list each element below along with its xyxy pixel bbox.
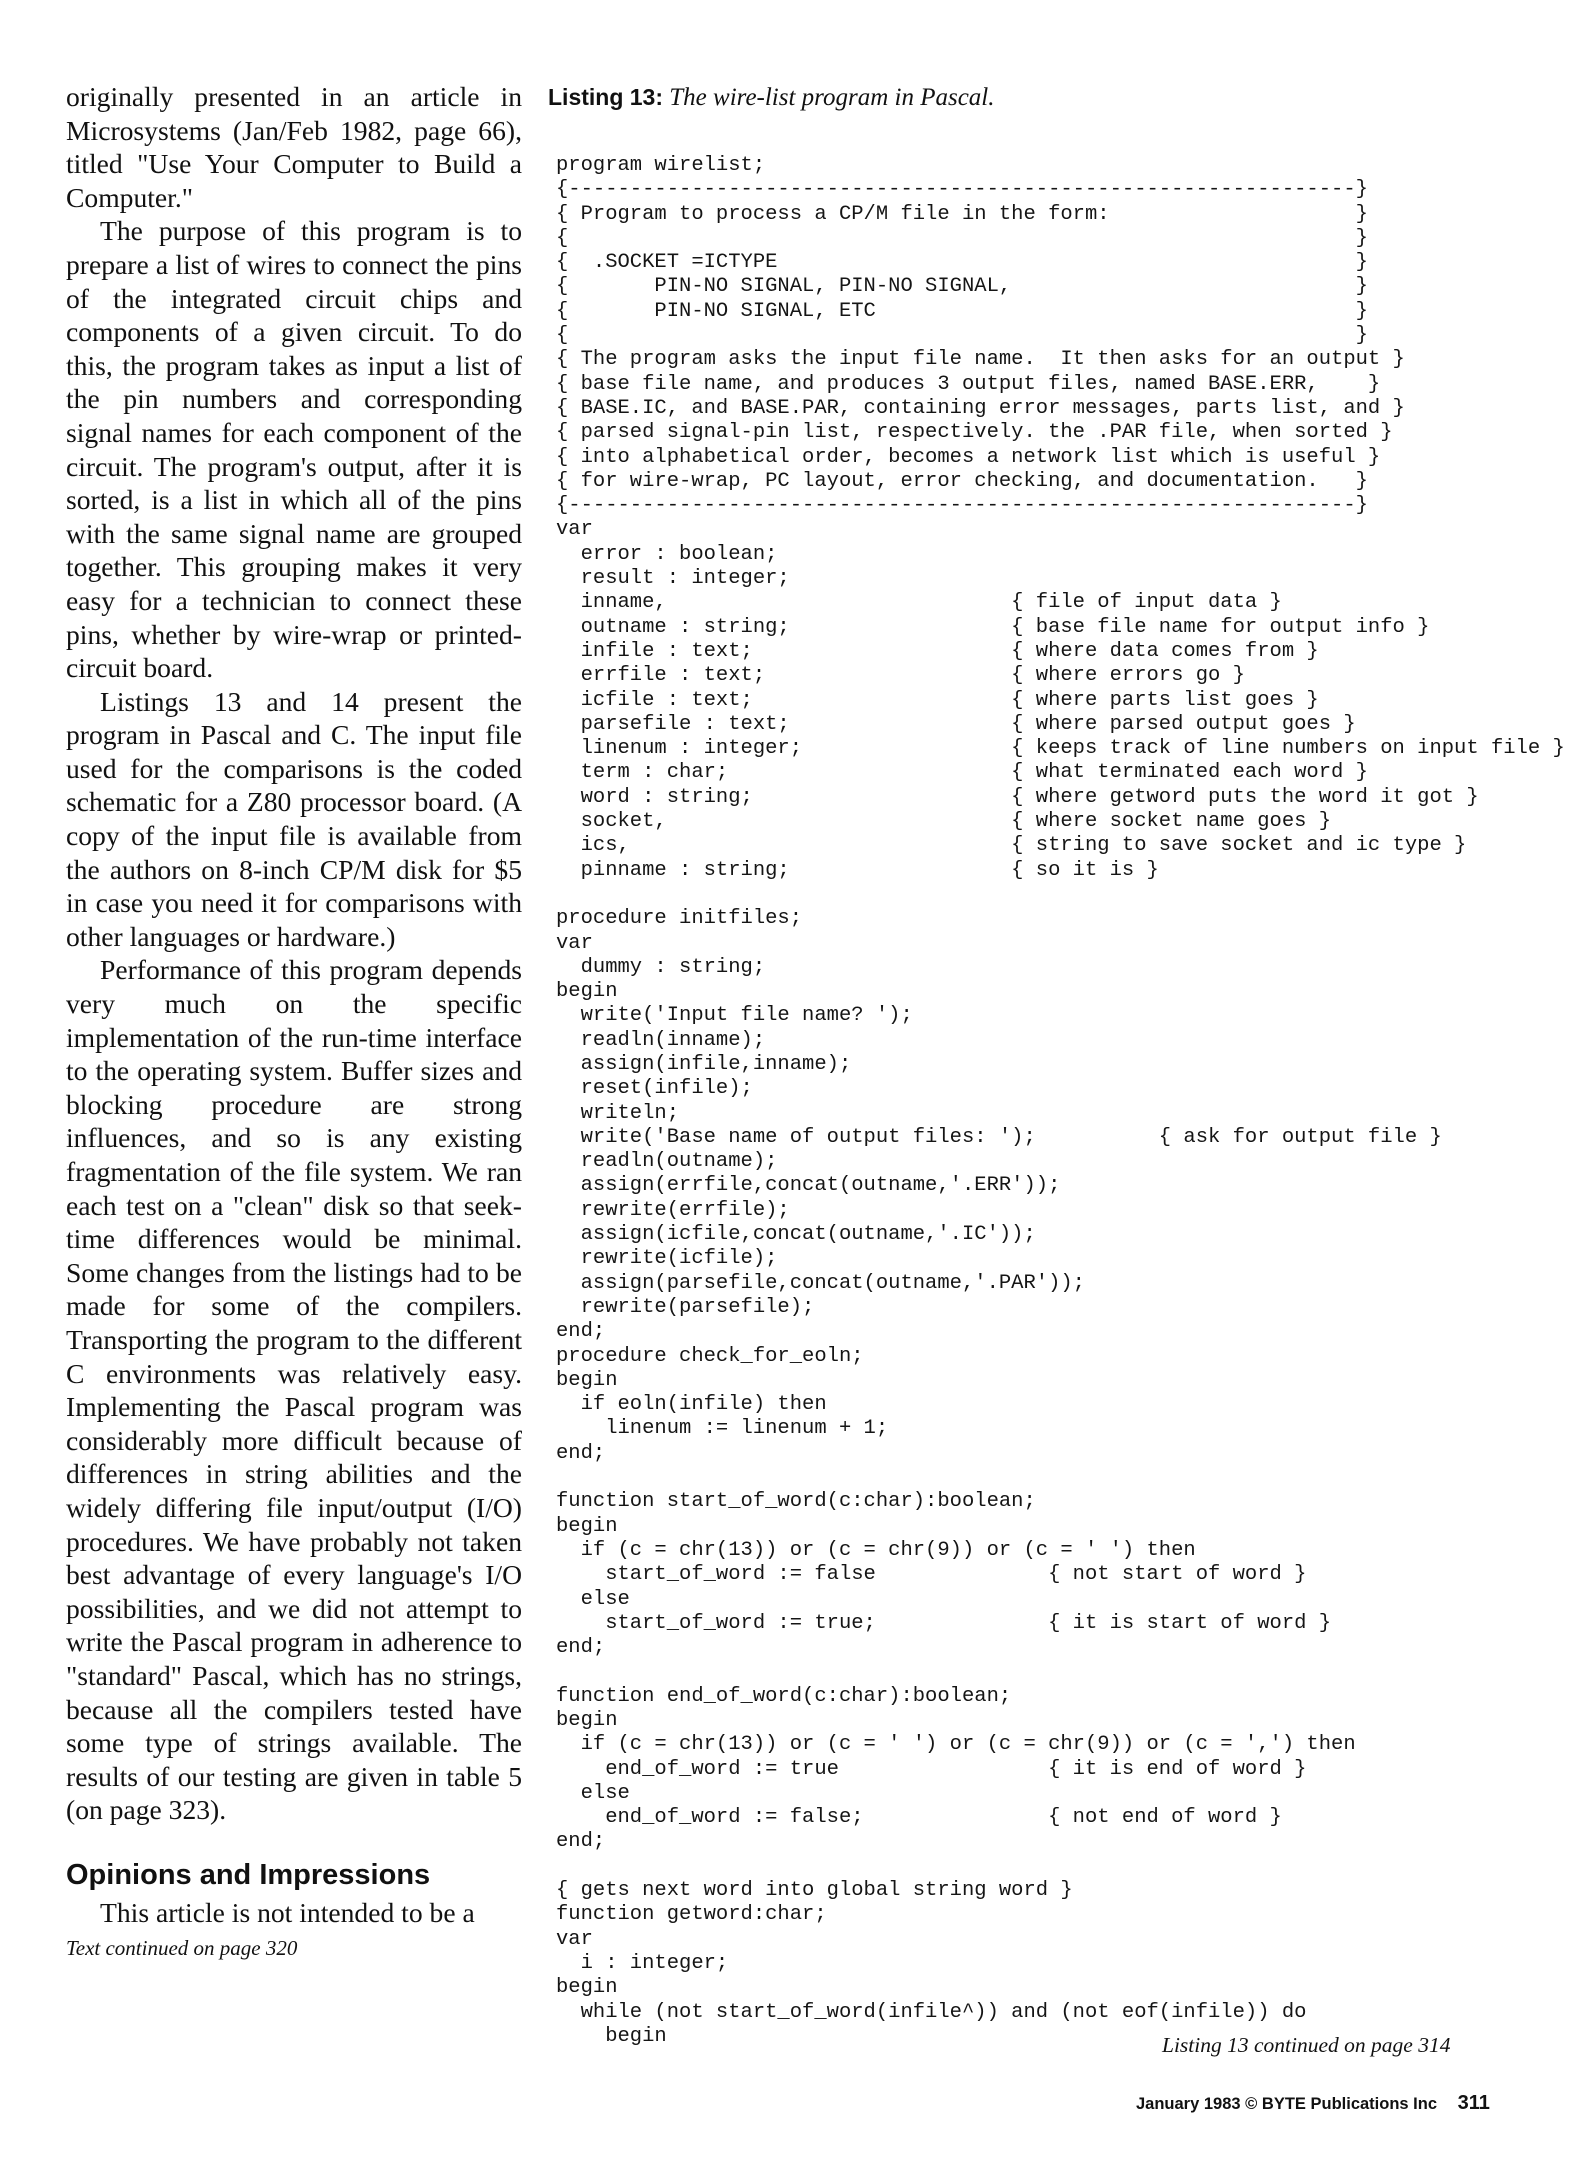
- code-line: writeln;: [556, 1101, 680, 1125]
- listing-caption: [548, 84, 995, 112]
- code-line: end;: [556, 1320, 606, 1344]
- code-line: { into alphabetical order, becomes a network list which is useful }: [556, 445, 1381, 469]
- code-line: linenum := linenum + 1;: [556, 1417, 889, 1441]
- code-line: error : boolean;: [556, 542, 778, 566]
- code-line: if eoln(infile) then: [556, 1393, 827, 1417]
- paragraph-5: This article is not intended to be a: [100, 1897, 475, 1929]
- code-line: { PIN-NO SIGNAL, PIN-NO SIGNAL, }: [556, 275, 1368, 299]
- code-line: dummy : string;: [556, 955, 766, 979]
- code-line: ics, { string to save socket and ic type }: [556, 834, 1467, 858]
- listing-label: Listing 13:: [548, 84, 664, 110]
- code-line: parsefile : text; { where parsed output goes }: [556, 712, 1356, 736]
- code-line: readln(inname);: [556, 1028, 766, 1052]
- page-number: 311: [1457, 2092, 1490, 2114]
- code-line: assign(infile,inname);: [556, 1052, 852, 1076]
- code-line: if (c = chr(13)) or (c = ' ') or (c = chr(9)) or (c = ',') then: [556, 1733, 1356, 1757]
- code-line: end;: [556, 1441, 606, 1465]
- code-line: socket, { where socket name goes }: [556, 810, 1332, 834]
- code-line: while (not start_of_word(infile^)) and (not eof(infile)) do: [556, 2000, 1307, 2024]
- code-line: if (c = chr(13)) or (c = chr(9)) or (c = ' ') then: [556, 1538, 1196, 1562]
- code-line: { for wire-wrap, PC layout, error checking, and documentation. }: [556, 469, 1368, 493]
- code-line: begin: [556, 1514, 618, 1538]
- code-line: { BASE.IC, and BASE.PAR, containing error messages, parts list, and }: [556, 396, 1405, 420]
- code-line: [556, 883, 1516, 907]
- code-line: { .SOCKET =ICTYPE }: [556, 251, 1368, 275]
- code-line: term : char; { what terminated each word }: [556, 761, 1368, 785]
- code-line: rewrite(errfile);: [556, 1198, 790, 1222]
- code-line: icfile : text; { where parts list goes }: [556, 688, 1319, 712]
- code-line: reset(infile);: [556, 1077, 753, 1101]
- code-line: var: [556, 518, 593, 542]
- code-line: function start_of_word(c:char):boolean;: [556, 1490, 1036, 1514]
- text-continued-note: Text continued on page 320: [66, 1936, 298, 1961]
- code-line: assign(icfile,concat(outname,'.IC'));: [556, 1223, 1036, 1247]
- code-line: inname, { file of input data }: [556, 591, 1282, 615]
- paragraph-2: The purpose of this program is to prepare a list of wires to connect the pins of the integrated circuit chips and components of a given circuit. To do this, the program takes as input a list of the pin numbers and corresponding signal names for each component of the circuit. The program's output, after it is sorted, is a list in which all of the pins with the same signal name are grouped together. This grouping makes it very easy for a technician to connect these pins, whether by wire-wrap or printed-circuit board.: [66, 215, 522, 684]
- code-line: begin: [556, 1368, 618, 1392]
- code-line: rewrite(icfile);: [556, 1247, 778, 1271]
- code-line: start_of_word := true; { it is start of word }: [556, 1611, 1332, 1635]
- code-line: readln(outname);: [556, 1150, 778, 1174]
- code-line: {----------------------------------------------------------------}: [556, 178, 1368, 202]
- code-line: { }: [556, 324, 1368, 348]
- code-line: outname : string; { base file name for output info }: [556, 615, 1430, 639]
- code-line: [556, 1466, 1516, 1490]
- code-line: { PIN-NO SIGNAL, ETC }: [556, 299, 1368, 323]
- page-footer: [1136, 2092, 1490, 2115]
- code-line: [556, 1660, 1516, 1684]
- code-line: {----------------------------------------------------------------}: [556, 494, 1368, 518]
- code-line: end;: [556, 1830, 606, 1854]
- code-line: function getword:char;: [556, 1903, 827, 1927]
- code-line: procedure initfiles;: [556, 907, 803, 931]
- code-line: write('Base name of output files: '); { ask for output file }: [556, 1125, 1442, 1149]
- footer-text: January 1983 © BYTE Publications Inc: [1136, 2095, 1438, 2113]
- code-line: start_of_word := false { not start of word }: [556, 1563, 1307, 1587]
- code-line: begin: [556, 2024, 667, 2048]
- code-line: linenum : integer; { keeps track of line numbers on input file }: [556, 737, 1565, 761]
- code-line: begin: [556, 1976, 618, 2000]
- code-line: pinname : string; { so it is }: [556, 858, 1159, 882]
- code-line: write('Input file name? ');: [556, 1004, 913, 1028]
- code-line: var: [556, 1927, 593, 1951]
- code-line: var: [556, 931, 593, 955]
- code-line: end_of_word := true { it is end of word }: [556, 1757, 1307, 1781]
- code-line: { Program to process a CP/M file in the form: }: [556, 202, 1368, 226]
- code-line: { gets next word into global string word }: [556, 1879, 1073, 1903]
- code-line: rewrite(parsefile);: [556, 1295, 815, 1319]
- section-heading: Opinions and Impressions: [66, 1858, 431, 1891]
- code-line: procedure check_for_eoln;: [556, 1344, 864, 1368]
- code-line: result : integer;: [556, 567, 790, 591]
- code-line: function end_of_word(c:char):boolean;: [556, 1684, 1012, 1708]
- body-text-column: [66, 80, 522, 1966]
- paragraph-1: originally presented in an article in Microsystems (Jan/Feb 1982, page 66), titled "Use Your Computer to Build a Computer.": [66, 81, 522, 213]
- code-listing: [556, 154, 1565, 2049]
- code-line: { }: [556, 226, 1368, 250]
- code-line: { parsed signal-pin list, respectively. the .PAR file, when sorted }: [556, 421, 1393, 445]
- code-line: assign(errfile,concat(outname,'.ERR'));: [556, 1174, 1061, 1198]
- code-line: i : integer;: [556, 1951, 729, 1975]
- code-line: end_of_word := false; { not end of word }: [556, 1806, 1282, 1830]
- code-line: { base file name, and produces 3 output files, named BASE.ERR, }: [556, 372, 1381, 396]
- code-line: else: [556, 1587, 630, 1611]
- code-line: program wirelist;: [556, 154, 766, 177]
- code-line: [556, 1855, 1516, 1879]
- code-line: infile : text; { where data comes from }: [556, 639, 1319, 663]
- code-line: end;: [556, 1636, 606, 1660]
- code-line: begin: [556, 1709, 618, 1732]
- code-line: else: [556, 1781, 630, 1805]
- code-line: assign(parsefile,concat(outname,'.PAR'));: [556, 1271, 1085, 1295]
- paragraph-3: Listings 13 and 14 present the program in Pascal and C. The input file used for the comparisons is the coded schematic for a Z80 processor board. (A copy of the input file is available from the authors on 8-inch CP/M disk for $5 in case you need it for comparisons with other languages or hardware.): [66, 685, 522, 952]
- code-line: errfile : text; { where errors go }: [556, 664, 1245, 688]
- code-line: begin: [556, 980, 618, 1004]
- listing-caption-text: The wire-list program in Pascal.: [669, 84, 995, 111]
- code-line: { The program asks the input file name. It then asks for an output }: [556, 348, 1405, 372]
- listing-continued-note: Listing 13 continued on page 314: [1162, 2033, 1451, 2057]
- paragraph-4: Performance of this program depends very much on the specific implementation of the run-time interface to the operating system. Buffer sizes and blocking procedure are strong influences, and so is any existing fragmentation of the file system. We ran each test on a "clean" disk so that seek-time differences would be minimal. Some changes from the listings had to be made for some of the compilers. Transporting the program to the different C environments was relatively easy. Implementing the Pascal program was considerably more difficult because of differences in string abilities and the widely differing file input/output (I/O) procedures. We have probably not taken best advantage of every language's I/O possibilities, and we did not attempt to write the Pascal program in adherence to "standard" Pascal, which has no strings, because all the compilers tested have some type of strings available. The results of our testing are given in table 5 (on page 323).: [66, 954, 522, 1826]
- code-line: word : string; { where getword puts the word it got }: [556, 785, 1479, 809]
